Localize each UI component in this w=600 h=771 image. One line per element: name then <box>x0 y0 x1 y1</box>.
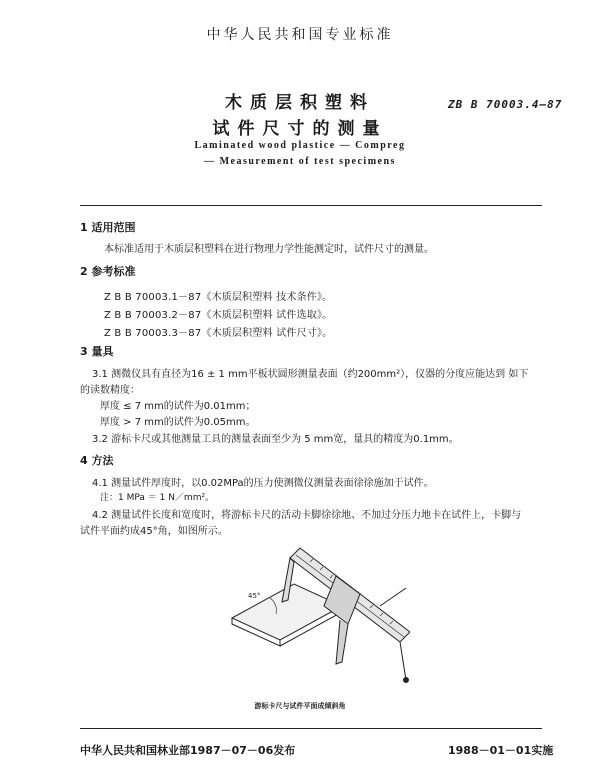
document-title-line-2: 试件尺寸的测量 <box>212 119 388 139</box>
clause-3-1-line-1: 3.1 测微仪具有直径为16 ± 1 mm平板状圆形测量表面（约200mm²），仪器的分度应能达到 如下 <box>92 369 529 380</box>
scope-paragraph: 本标准适用于木质层积塑料在进行物理力学性能测定时，试件尺寸的测量。 <box>104 244 434 255</box>
section-heading-method: 4 方法 <box>80 454 114 467</box>
reference-item: Z B B 70003.3－87《木质层积塑料 试件尺寸》。 <box>104 328 333 339</box>
clause-3-1-line-2: 的读数精度： <box>80 385 140 396</box>
issuing-authority: 中华人民共和国专业标准 <box>206 27 394 43</box>
clause-4-2-line-1: 4.2 测量试件长度和宽度时，将游标卡尺的活动卡脚徐徐地、不加过分压力地卡在试件上，卡脚与 <box>92 510 522 521</box>
reference-item: Z B B 70003.2－87《木质层积塑料 试件选取》。 <box>104 310 333 321</box>
thickness-precision-thick: 厚度 > 7 mm的试件为0.05mm。 <box>100 417 256 428</box>
english-title-line-1: Laminated wood plastice — Compreg <box>194 140 406 151</box>
clause-4-1-note: 注：1 MPa ＝ 1 N／mm²。 <box>100 493 215 503</box>
footer-divider <box>80 728 542 729</box>
clause-4-1: 4.1 测量试件厚度时，以0.02MPa的压力使测微仪测量表面徐徐施加于试件。 <box>92 478 434 489</box>
header-divider <box>80 205 542 206</box>
effective-date: 1988－01－01实施 <box>448 744 554 757</box>
reference-item: Z B B 70003.1－87《木质层积塑料 技术条件》。 <box>104 292 333 303</box>
figure-caption: 游标卡尺与试件平面成倾斜角 <box>254 702 346 710</box>
issue-date: 中华人民共和国林业部1987－07－06发布 <box>80 744 296 757</box>
english-title-line-2: — Measurement of test specimens <box>204 156 396 167</box>
thickness-precision-thin: 厚度 ≤ 7 mm的试件为0.01mm； <box>100 401 256 412</box>
clause-3-2: 3.2 游标卡尺或其他测量工具的测量表面至少为 5 mm宽，量具的精度为0.1mm。 <box>92 434 459 445</box>
angle-label: 45° <box>248 592 261 600</box>
document-title-line-1: 木质层积塑料 <box>225 93 375 113</box>
clause-4-2-line-2: 试件平面约成45°角，如图所示。 <box>80 526 228 537</box>
standard-code: ZB B 70003.4—87 <box>448 98 563 111</box>
section-heading-references: 2 参考标准 <box>80 265 136 278</box>
section-heading-scope: 1 适用范围 <box>80 221 136 234</box>
section-heading-instruments: 3 量具 <box>80 345 114 358</box>
caliper-figure <box>230 540 410 690</box>
